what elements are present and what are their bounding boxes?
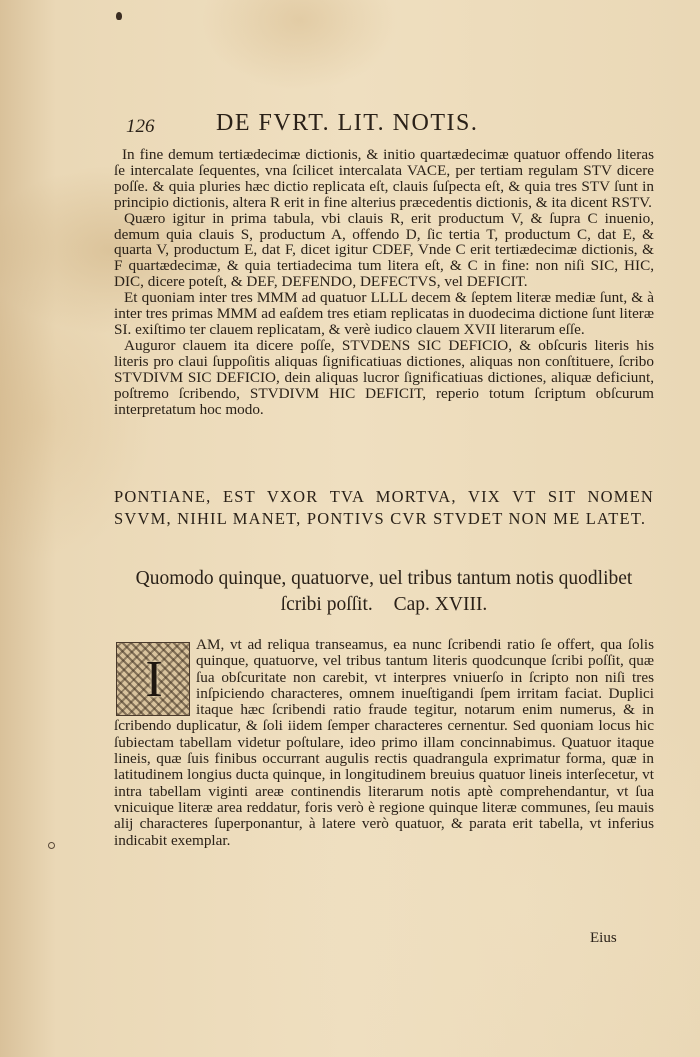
initial-letter: I <box>145 651 163 708</box>
initial-spacer <box>114 637 196 717</box>
paragraph: Quæro igitur in prima tabula, vbi clauis R, erit productum V, & ſupra C inuenio, demum quia clauis S, productum A, offendo D, ſic tertia T, productum C, dat E, & quarta V, productum E, dat F, dicet igitur CDEF, Vnde C erit tertiædecimæ dictionis, & F quartædecimæ, & quia tertiadecima tum litera eſt, & C in fine: non niſi SIC, HIC, DIC, dicere poteſt, & DEF, DEFENDO, DEFECTVS, vel DEFICIT. <box>114 209 654 291</box>
paragraph: Et quoniam inter tres MMM ad quatuor LLLL decem & ſeptem literæ mediæ ſunt, & à inter tres primas MMM ad eaſdem tres etiam replicatas in duodecima dictione ſunt literæ SI. exiſtimo ter clauem replicatam, & verè iudico clauem XVII literarum eſſe. <box>114 289 654 338</box>
chapter-heading <box>114 566 654 618</box>
margin-mark <box>48 842 55 849</box>
paragraph: AM, vt ad reliqua transeamus, ea nunc ſcribendi ratio ſe offert, qua ſolis quinque, quatuorve, vel tribus tantum literis quodcunque ſcribi poſſit, quæ ſua obſcuritate non carebit, vt interpres vniuerſo in ſcripto non niſi tres inſpiciendo characteres, omnem inueſtigandi ſpem irritam faciat. Duplici itaque hæc ſcribendi ratio fraude tegitur, notarum enim numerus, & in ſcribendo duplicatur, & ſoli iidem ſemper characteres cernentur. Sed quoniam locus hic ſubiectam tabellam videtur poſtulare, ideo primo illam concinnabimus. Quatuor itaque lineis, quæ ſuis finibus occurrant augulis rectis quadrangula exprimatur forma, quæ in latitudinem longius ducta quinque, in longitudinem breuius quatuor lineis interſecetur, vt intra tabellam viginti areæ continendis literarum notis aptè comprehendantur, vt ſua vnicuique literæ area reddatur, foris verò è regione quinque literæ communes, ſeu mauis alij characteres ſuperponantur, à latere verò quatuor, & parata erit tabella, vt inferius indicabit exemplar. <box>114 636 654 849</box>
chapter-number: Cap. XVIII. <box>393 594 488 615</box>
chapter-text-block <box>114 637 654 849</box>
ink-mark <box>116 12 122 20</box>
paragraph: Auguror clauem ita dicere poſſe, STVDENS SIC DEFICIO, & obſcuris literis his literis pro claui ſuppoſitis aliquas ſignificatiuas dictiones, aliquas non conſtituere, ſcribo STVDIVM SIC DEFICIO, dein aliquas lucror ſignificatiuas dictiones, aliquæ deficiunt, poſtremo ſcribendo, STVDIVM HIC DEFICIT, reperio totum ſcriptum obſcurum interpretatum hoc modo. <box>114 336 654 418</box>
paragraph: In fine demum tertiædecimæ dictionis, & initio quartædecimæ quatuor offendo literas ſe intercalate ſequentes, vna ſcilicet intercalata VACE, per tertiam regulam STV dicere poſſe. & quia pluries hæc dictio replicata eſt, clauis ſuſpecta eſt, & quia tres STV ſunt in principio dictionis, altera R erit in fine alterius præcedentis dictionis, & ita dicent RSTV. <box>114 146 654 211</box>
catchword: Eius <box>590 930 617 946</box>
top-text-block <box>114 147 654 417</box>
running-title: DE FVRT. LIT. NOTIS. <box>216 110 479 136</box>
decoded-message: PONTIANE, EST VXOR TVA MORTVA, VIX VT SIT NOMEN SVVM, NIHIL MANET, PONTIVS CVR STVDET NON ME LATET. <box>114 487 654 528</box>
page-header <box>126 110 656 142</box>
page-number: 126 <box>126 116 155 137</box>
chapter-title: Quomodo quinque, quatuorve, uel tribus tantum notis quodlibet ſcribi poſſit. <box>135 568 633 615</box>
